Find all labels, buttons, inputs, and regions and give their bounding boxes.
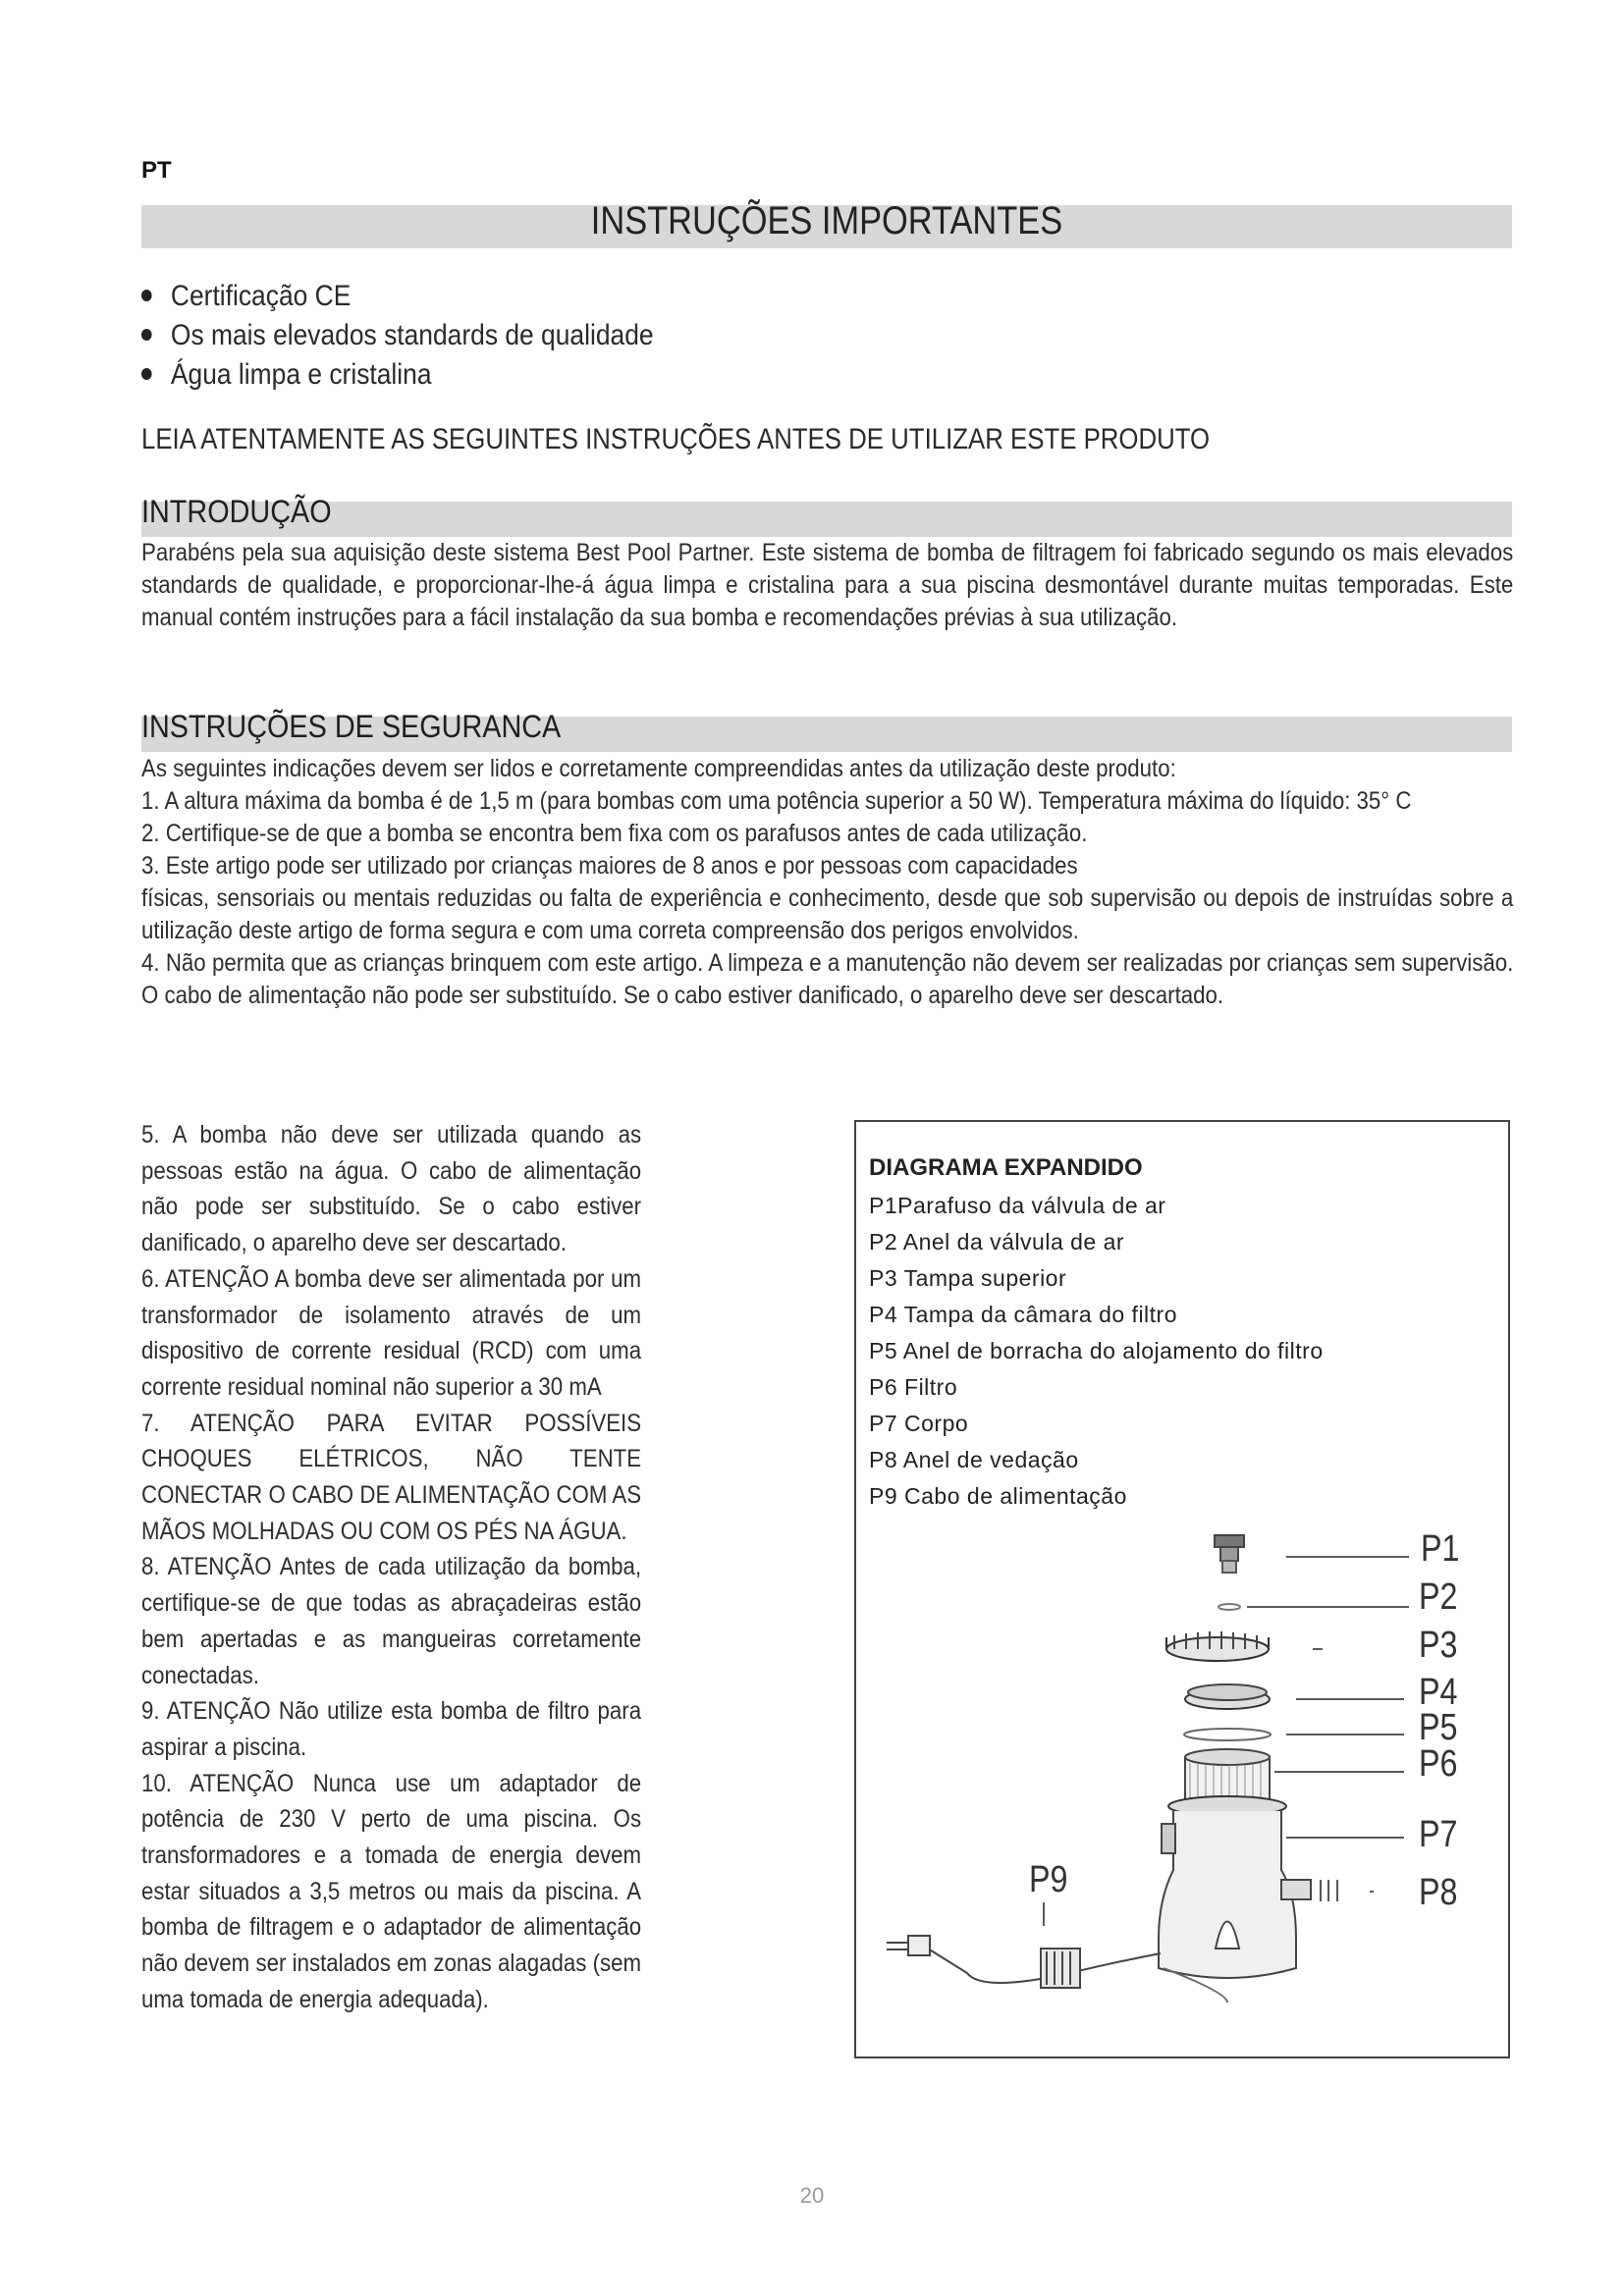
safety-item-9: 9. ATENÇÃO Não utilize esta bomba de filtro para aspirar a piscina. [141,1697,642,1761]
part-item: P1Parafuso da válvula de ar [869,1193,1166,1218]
safety-item-6: 6. ATENÇÃO A bomba deve ser alimentada por um transformador de isolamento através de um dispositivo de corrente residual (RCD) com uma corrente residual nominal não superior a 30 mA [141,1264,642,1401]
safety-item-5: 5. A bomba não deve ser utilizada quando as pessoas estão na água. O cabo de alimentação não pode ser substituído. Se o cabo estiver danificado, o aparelho deve ser descartado. [141,1121,642,1257]
top-cap-drawing [1166,1631,1269,1661]
filter-chamber-cover-drawing [1185,1684,1270,1709]
callout-p1: P1 [1421,1528,1460,1570]
intro-heading: INTRODUÇÃO [141,494,332,529]
language-code: PT [141,157,172,184]
safety-item-2: 2. Certifique-se de que a bomba se encontra bem fixa com os parafusos antes de cada utilização. [141,820,1088,847]
safety-item-3-cont: físicas, sensoriais ou mentais reduzidas ou falta de experiência e conhecimento, desde que sob supervisão ou depois de instruídas sobre a utilização deste artigo de forma segura e com uma correta compreensão dos perigos envolvidos. [141,884,1514,944]
part-item: P8 Anel de vedação [869,1447,1079,1472]
intro-text: Parabéns pela sua aquisição deste sistema Best Pool Partner. Este sistema de bomba de filtragem foi fabricado segundo os mais elevados standards de qualidade, e proporcionar-lhe-á água limpa e cristalina para a sua piscina desmontável durante muitas temporadas. Este manual contém instruções para a fácil instalação da sua bomba e recomendações prévias à sua utilização. [141,539,1514,631]
filter-cartridge-drawing [1168,1749,1286,1816]
safety-item-1: 1. A altura máxima da bomba é de 1,5 m (para bombas com uma potência superior a 50 W). Temperatura máxima do líquido: 35° C [141,787,1412,815]
callout-p2: P2 [1419,1576,1458,1618]
read-first-notice: LEIA ATENTAMENTE AS SEGUINTES INSTRUÇÕES ANTES DE UTILIZAR ESTE PRODUTO [141,423,1211,455]
callout-p4: P4 [1419,1672,1458,1713]
callout-p6: P6 [1419,1743,1458,1785]
safety-heading: INSTRUÇÕES DE SEGURANCA [141,709,562,744]
callout-p8: P8 [1419,1872,1458,1913]
safety-item-4: 4. Não permita que as crianças brinquem com este artigo. A limpeza e a manutenção não devem ser realizadas por crianças sem supervisão. O cabo de alimentação não pode ser substituído. Se o cabo estiver danificado, o aparelho deve ser descartado. [141,949,1514,1009]
air-valve-ring-drawing [1218,1604,1240,1610]
part-item: P3 Tampa superior [869,1265,1067,1291]
callout-p9: P9 [1029,1859,1068,1900]
callout-p5: P5 [1419,1707,1458,1748]
safety-item-8: 8. ATENÇÃO Antes de cada utilização da bomba, certifique-se de que todas as abraçadeiras estão bem apertadas e as mangueiras corretamente conectadas. [141,1553,642,1689]
list-item: Os mais elevados standards de qualidade [141,316,654,355]
diagram-title: DIAGRAMA EXPANDIDO [869,1154,1143,1181]
air-valve-screw-drawing [1215,1535,1244,1573]
list-item: Certificação CE [141,277,654,316]
part-item: P5 Anel de borracha do alojamento do filtro [869,1338,1324,1363]
safety-item-7: 7. ATENÇÃO PARA EVITAR POSSÍVEIS CHOQUES ELÉTRICOS, NÃO TENTE CONECTAR O CABO DE ALIMENTAÇÃO COM AS MÃOS MOLHADAS OU COM OS PÉS NA ÁGUA. [141,1409,642,1545]
callout-p7: P7 [1419,1814,1458,1855]
seal-ring-drawing [1321,1880,1337,1901]
safety-item-10: 10. ATENÇÃO Nunca use um adaptador de potência de 230 V perto de uma piscina. Os transformadores e a tomada de energia devem estar situados a 3,5 metros ou mais da piscina. A bomba de filtragem e o adaptador de alimentação não devem ser instalados em zonas alagadas (sem uma tomada de energia adequada). [141,1769,642,2013]
rubber-ring-drawing [1184,1729,1271,1740]
part-item: P7 Corpo [869,1411,969,1436]
part-item: P9 Cabo de alimentação [869,1483,1127,1509]
page-number: 20 [799,2183,825,2208]
callout-p3: P3 [1419,1625,1458,1666]
page-title: INSTRUÇÕES IMPORTANTES [590,199,1063,242]
list-item: Água limpa e cristalina [141,355,654,395]
part-item: P6 Filtro [869,1374,958,1400]
part-item: P4 Tampa da câmara do filtro [869,1302,1178,1327]
safety-item-3: 3. Este artigo pode ser utilizado por crianças maiores de 8 anos e por pessoas com capacidades [141,852,1078,880]
safety-intro: As seguintes indicações devem ser lidos e corretamente compreendidas antes da utilização deste produto: [141,755,1176,782]
pump-body-drawing [1159,1811,1311,1978]
part-item: P2 Anel da válvula de ar [869,1229,1125,1255]
